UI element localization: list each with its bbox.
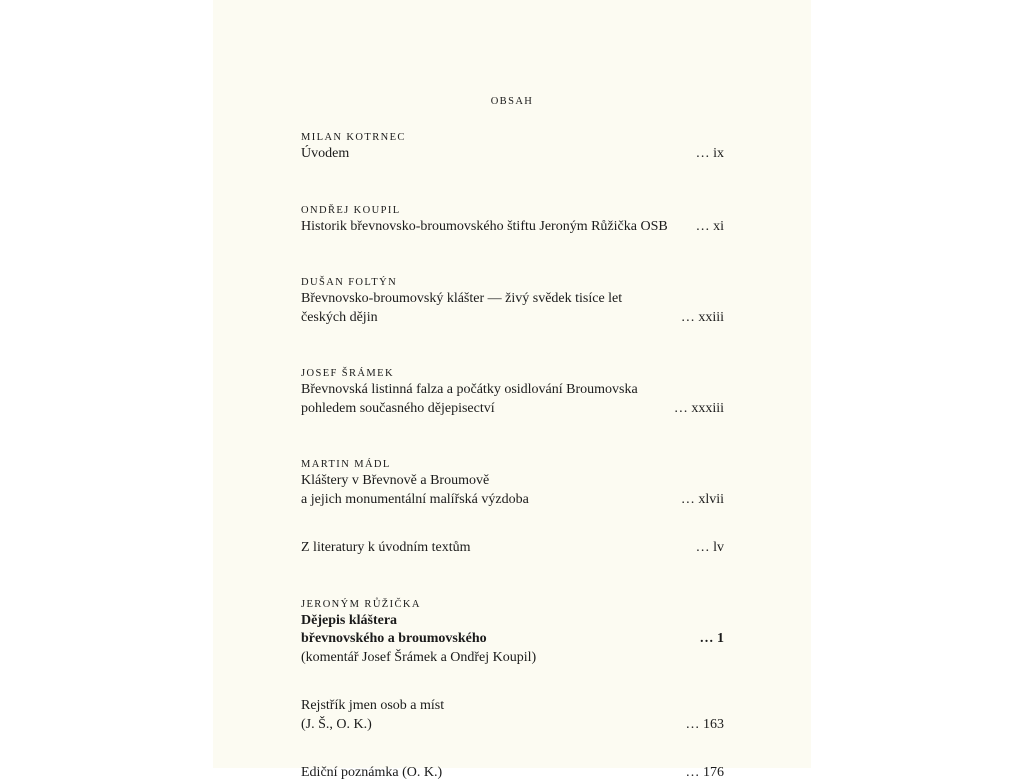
toc-entry (301, 367, 724, 418)
entry-line (301, 145, 724, 164)
entry-title: Úvodem (301, 146, 350, 161)
toc-entry (301, 539, 724, 558)
entry-page-number: … xxiii (680, 309, 724, 325)
entry-line (301, 539, 724, 558)
entry-title: Z literatury k úvodním textům (301, 540, 471, 555)
toc-entry (301, 131, 724, 164)
entry-page-number: … ix (695, 146, 724, 161)
entry-page-number: … 163 (685, 716, 724, 732)
entry-line (301, 400, 724, 419)
entry-author: MILAN KOTRNEC (301, 132, 406, 143)
entry-title: Historik břevnovsko-broumovského štiftu Jeroným Růžička OSB (301, 218, 668, 234)
toc-entry-main (301, 598, 724, 668)
entry-title: Břevnovská listinná falza a počátky osidlování Broumovska (301, 382, 638, 397)
entry-line (301, 716, 724, 735)
entry-author: DUŠAN FOLTÝN (301, 277, 398, 288)
entry-page-number: … xlvii (680, 491, 724, 507)
entry-page-number: … lv (695, 540, 724, 555)
entry-author: ONDŘEJ KOUPIL (301, 204, 401, 216)
book-page (213, 0, 811, 780)
toc-entry (301, 204, 724, 237)
toc-entry (301, 764, 724, 783)
toc-title: OBSAH (490, 96, 534, 107)
entry-page-number: … xi (695, 218, 724, 234)
entry-page-number: … 1 (699, 631, 724, 646)
toc-entry (301, 697, 724, 734)
entry-author: JOSEF ŠRÁMEK (301, 368, 394, 379)
toc-entries (301, 127, 724, 783)
entry-line (301, 764, 724, 783)
entry-title: Kláštery v Břevnově a Broumově (301, 473, 490, 488)
entry-title: Ediční poznámka (O. K.) (301, 765, 443, 780)
toc-entry (301, 276, 724, 327)
entry-line (301, 630, 724, 649)
entry-page-number: … xxxiii (673, 400, 724, 416)
entry-line (301, 218, 724, 237)
entry-title-continued: břevnovského a broumovského (301, 631, 487, 646)
entry-title: Rejstřík jmen osob a míst (301, 698, 445, 713)
entry-line (301, 491, 724, 510)
entry-author: JERONÝM RŮŽIČKA (301, 598, 421, 610)
entry-note: (komentář Josef Šrámek a Ondřej Koupil) (301, 649, 537, 665)
entry-line (301, 309, 724, 328)
entry-author: MARTIN MÁDL (301, 459, 391, 470)
toc-entry (301, 458, 724, 509)
entry-title-continued: a jejich monumentální malířská výzdoba (301, 491, 529, 507)
entry-title-continued: českých dějin (301, 309, 378, 325)
entry-page-number: … 176 (685, 765, 724, 780)
entry-title-continued: pohledem současného dějepisectví (301, 400, 495, 416)
entry-title: Břevnovsko-broumovský klášter — živý svědek tisíce let (301, 291, 623, 306)
entry-title-continued: (J. Š., O. K.) (301, 716, 372, 732)
entry-title: Dějepis kláštera (301, 612, 398, 628)
